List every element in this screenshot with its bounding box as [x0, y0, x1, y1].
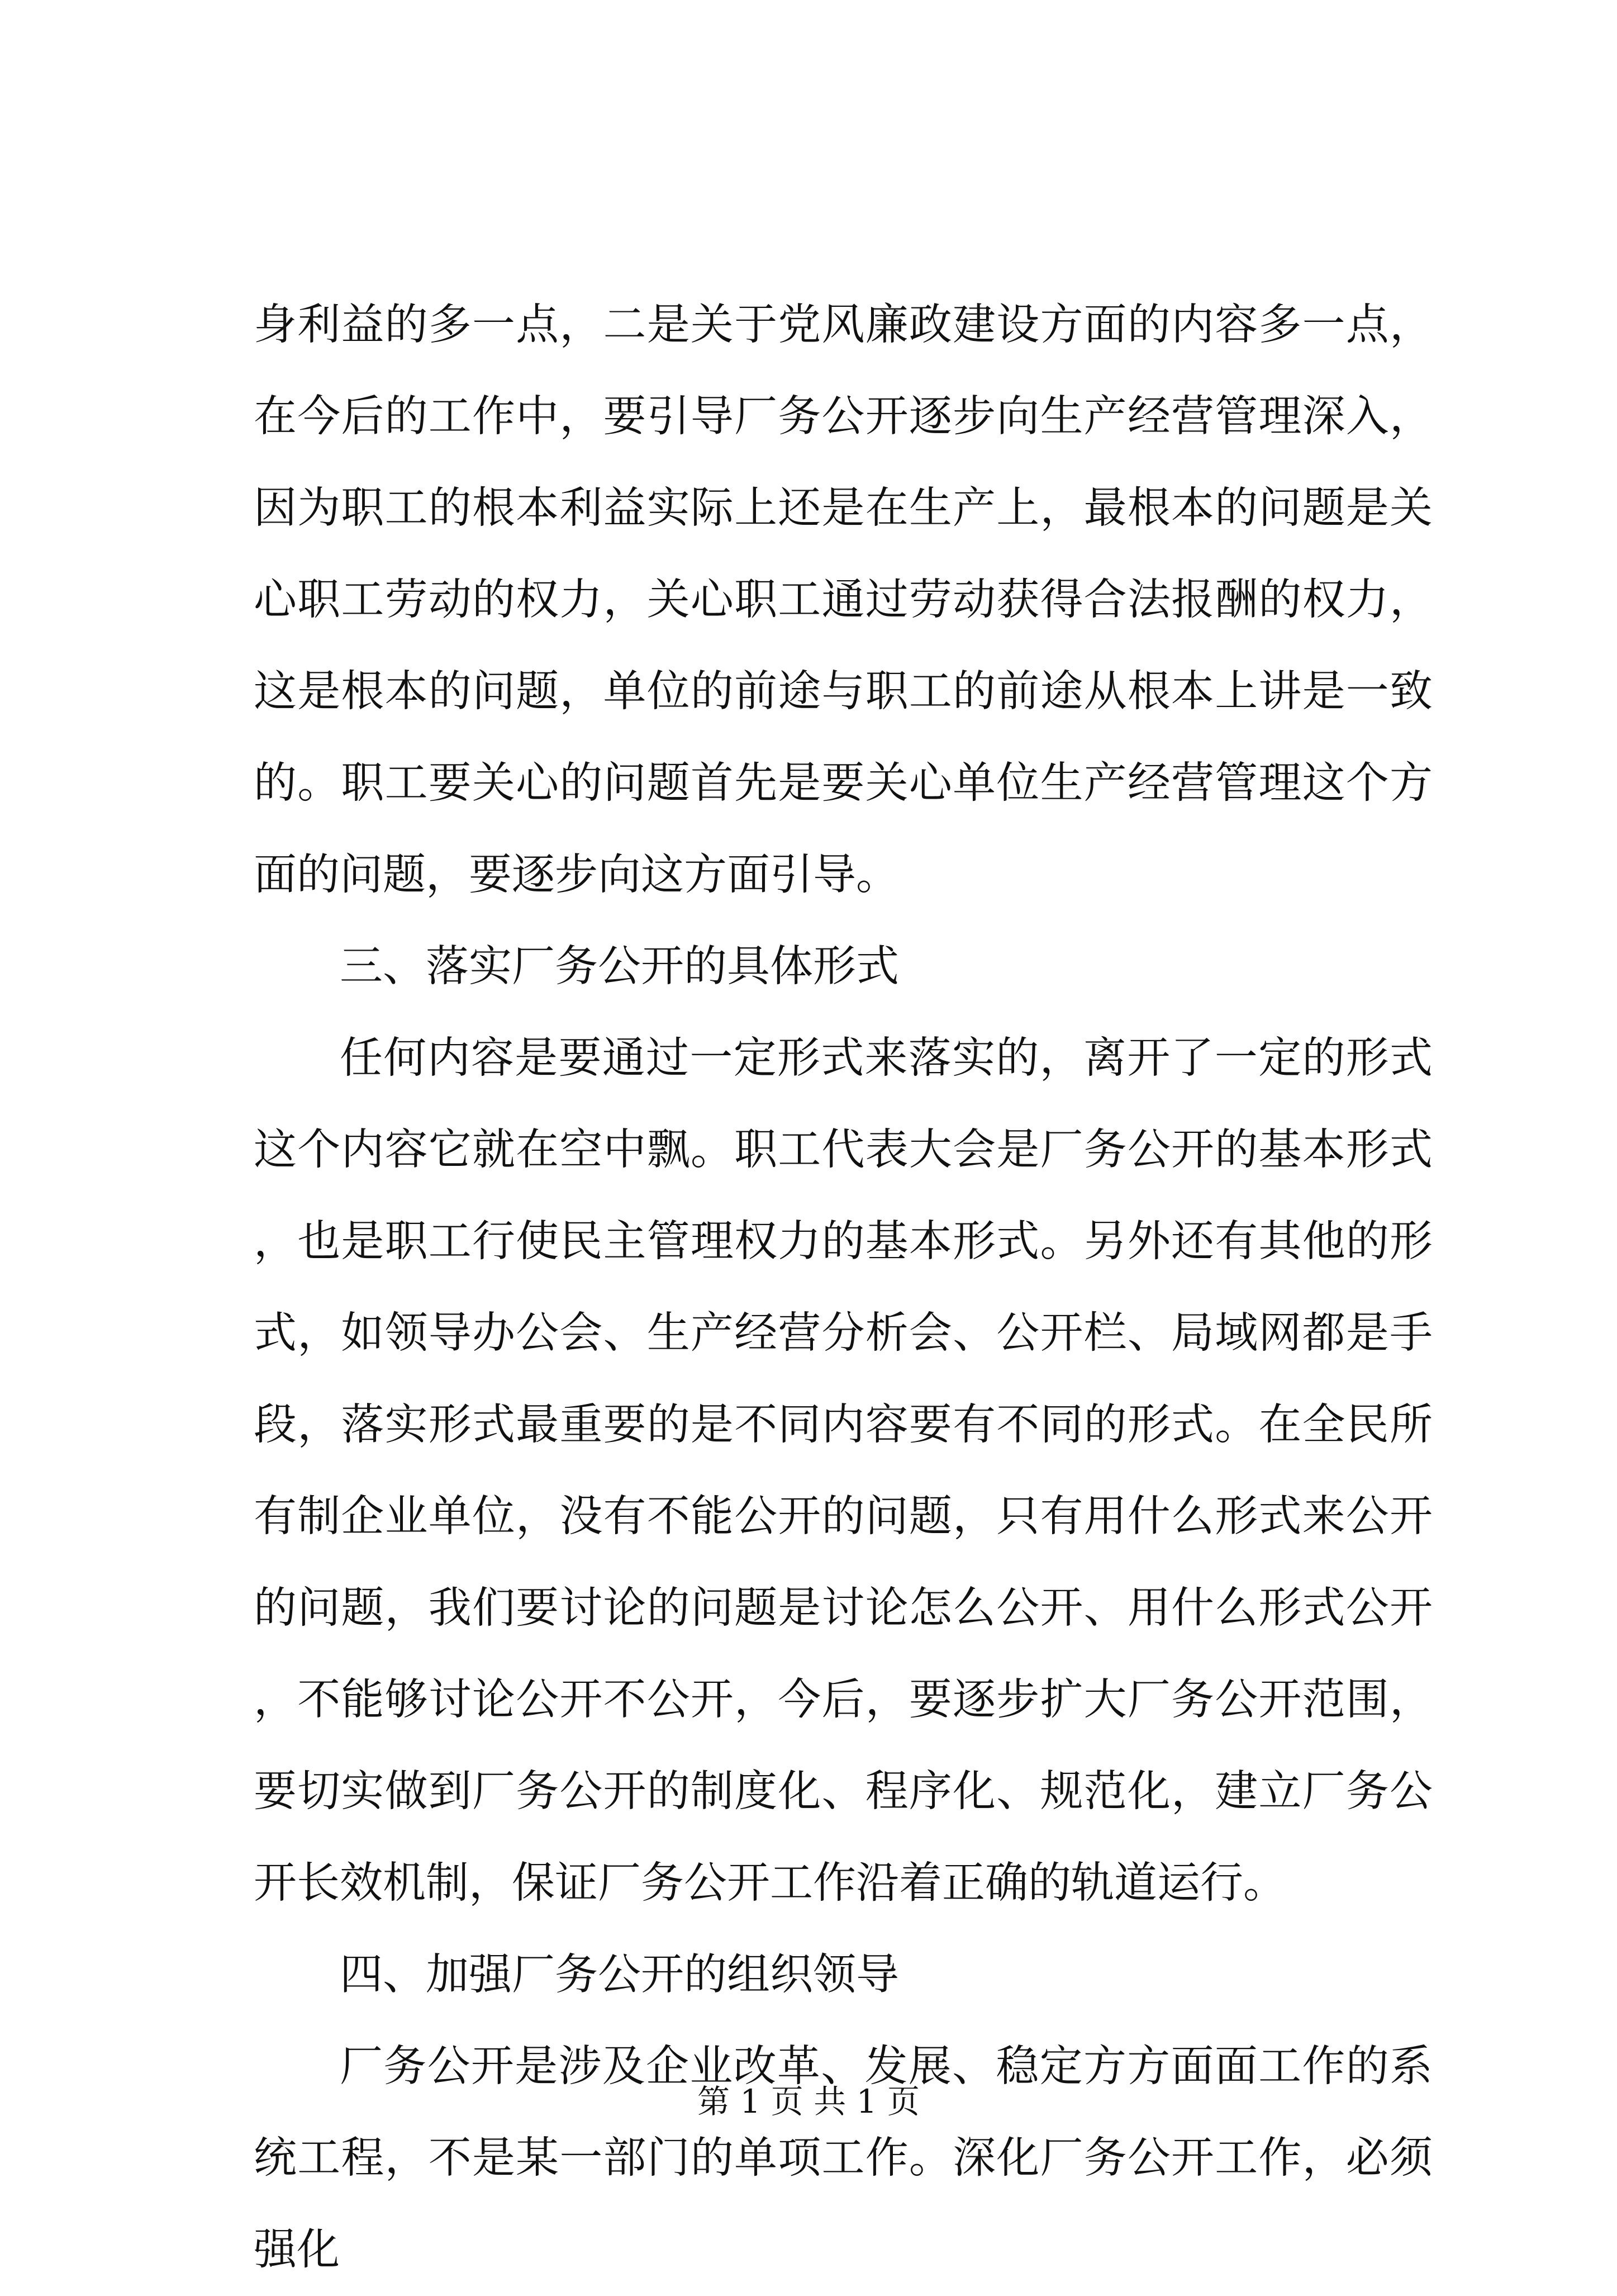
page-footer: 第 1 页 共 1 页 [697, 2082, 920, 2121]
paragraph-1: 身利益的多一点，二是关于党风廉政建设方面的内容多一点，在今后的工作中，要引导厂务公开逐步向生产经营管理深入，因为职工的根本利益实际上还是在生产上，最根本的问题是关心职工劳动的权力，关心职工通过劳动获得合法报酬的权力，这是根本的问题，单位的前途与职工的前途从根本上讲是一致的。职工要关心的问题首先是要关心单位生产经营管理这个方面的问题，要逐步向这方面引导。 [254, 300, 1433, 900]
paragraph-2: 任何内容是要通过一定形式来落实的，离开了一定的形式这个内容它就在空中飘。职工代表大会是厂务公开的基本形式，也是职工行使民主管理权力的基本形式。另外还有其他的形式，如领导办公会、生产经营分析会、公开栏、局域网都是手段，落实形式最重要的是不同内容要有不同的形式。在全民所有制企业单位，没有不能公开的问题，只有用什么形式来公开的问题，我们要讨论的问题是讨论怎么公开、用什么形式公开，不能够讨论公开不公开，今后，要逐步扩大厂务公开范围，要切实做到厂务公开的制度化、程序化、规范化，建立厂务公开长效机制，保证厂务公开工作沿着正确的轨道运行。 [254, 1033, 1433, 1908]
section-heading-4: 四、加强厂务公开的组织领导 [340, 1950, 899, 2000]
section-heading-3: 三、落实厂务公开的具体形式 [340, 942, 899, 992]
document-body [254, 279, 1433, 2296]
paragraph-3: 厂务公开是涉及企业改革、发展、稳定方方面面工作的系统工程，不是某一部门的单项工作。深化厂务公开工作，必须强化 [254, 2042, 1433, 2275]
